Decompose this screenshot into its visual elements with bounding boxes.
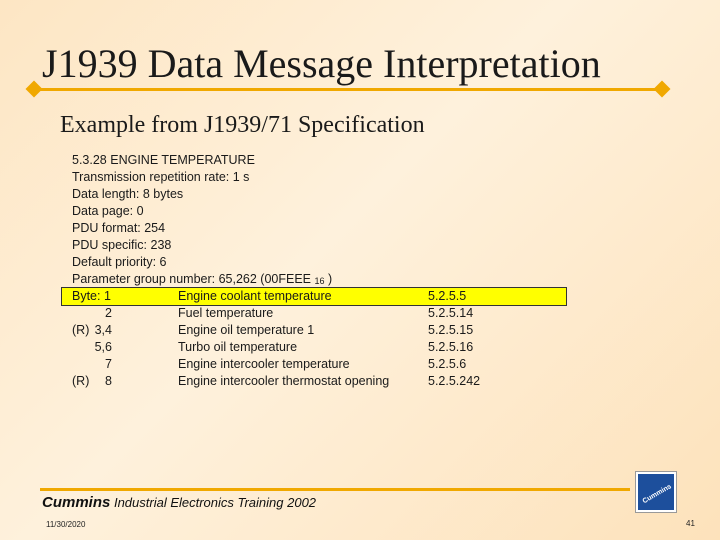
slide-number: 41 bbox=[686, 519, 695, 528]
row-reference: 5.2.5.14 bbox=[428, 306, 474, 320]
row-byte: 7 bbox=[105, 357, 112, 371]
table-row bbox=[62, 288, 566, 305]
footer-text bbox=[42, 494, 316, 511]
row-byte: 5,6 bbox=[94, 340, 112, 354]
logo-text: Cummins bbox=[641, 483, 673, 506]
table-row bbox=[62, 322, 566, 339]
row-byte: 8 bbox=[105, 374, 112, 388]
row-parameter: Fuel temperature bbox=[178, 306, 274, 320]
spec-line-pdu-specific: PDU specific: 238 bbox=[72, 238, 172, 252]
row-byte: 3,4 bbox=[94, 323, 112, 337]
row-reference: 5.2.5.5 bbox=[428, 289, 467, 303]
table-row bbox=[62, 373, 566, 390]
table-row bbox=[62, 305, 566, 322]
table-row bbox=[62, 339, 566, 356]
spec-line-page: Data page: 0 bbox=[72, 204, 144, 218]
spec-line-rate: Transmission repetition rate: 1 s bbox=[72, 170, 250, 184]
row-parameter: Turbo oil temperature bbox=[178, 340, 298, 354]
spec-line-pdu-format: PDU format: 254 bbox=[72, 221, 166, 235]
row-reference: 5.2.5.16 bbox=[428, 340, 474, 354]
underline-left-diamond bbox=[26, 81, 43, 98]
slide-subtitle: Example from J1939/71 Specification bbox=[60, 112, 425, 138]
table-row bbox=[62, 356, 566, 373]
spec-line-pgn bbox=[72, 271, 332, 288]
row-reference: 5.2.5.6 bbox=[428, 357, 467, 371]
byte-table bbox=[62, 288, 566, 390]
footer-course: Industrial Electronics Training 2002 bbox=[110, 495, 317, 510]
cummins-logo bbox=[636, 472, 676, 512]
spec-block bbox=[72, 152, 332, 288]
title-underline bbox=[33, 88, 663, 91]
footer-brand: Cummins bbox=[42, 494, 111, 511]
row-parameter: Engine intercooler thermostat opening bbox=[178, 374, 390, 388]
row-parameter: Engine oil temperature 1 bbox=[178, 323, 315, 337]
logo-mark-icon bbox=[638, 474, 674, 510]
underline-right-diamond bbox=[654, 81, 671, 98]
spec-line-priority: Default priority: 6 bbox=[72, 255, 167, 269]
row-parameter: Engine coolant temperature bbox=[178, 289, 332, 303]
row-byte: 2 bbox=[105, 306, 112, 320]
row-reference: 5.2.5.15 bbox=[428, 323, 474, 337]
spec-heading: 5.3.28 ENGINE TEMPERATURE bbox=[72, 153, 255, 167]
pgn-close: ) bbox=[328, 272, 333, 286]
slide-date: 11/30/2020 bbox=[46, 520, 86, 529]
pgn-text: Parameter group number: 65,262 (00FEEE bbox=[72, 272, 312, 286]
row-reference: 5.2.5.242 bbox=[428, 374, 481, 388]
slide-title: J1939 Data Message Interpretation bbox=[42, 41, 601, 86]
spec-line-length: Data length: 8 bytes bbox=[72, 187, 184, 201]
footer-rule bbox=[40, 488, 630, 491]
row-prefix: (R) bbox=[72, 323, 90, 337]
pgn-base: 16 bbox=[314, 276, 325, 286]
row-prefix: Byte: 1 bbox=[72, 289, 111, 303]
row-prefix: (R) bbox=[72, 374, 90, 388]
row-parameter: Engine intercooler temperature bbox=[178, 357, 350, 371]
